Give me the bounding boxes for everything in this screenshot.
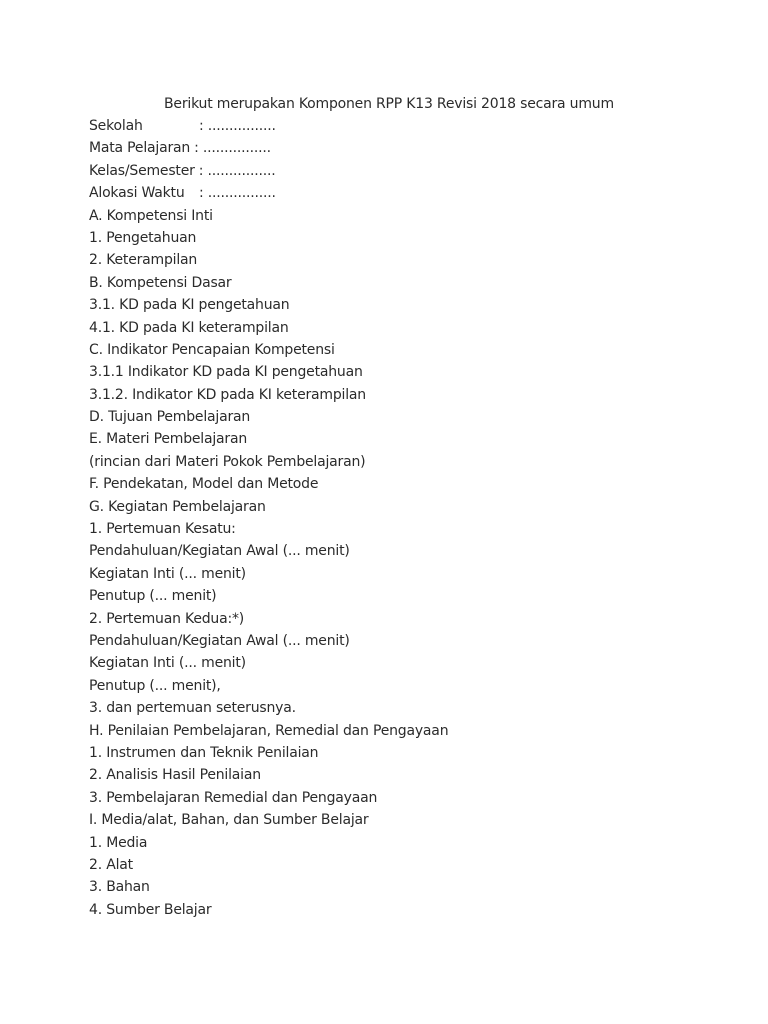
field-label: Kelas/Semester	[89, 162, 195, 179]
list-item: Penutup (... menit),	[89, 677, 221, 694]
field-alokasi-waktu	[89, 182, 729, 204]
section-heading-i: I. Media/alat, Bahan, dan Sumber Belajar	[89, 812, 369, 829]
list-item: 3.1.2. Indikator KD pada KI keterampilan	[89, 386, 366, 403]
section-heading-b: B. Kompetensi Dasar	[89, 274, 232, 291]
list-item: Kegiatan Inti (... menit)	[89, 655, 246, 672]
document-title: Berikut merupakan Komponen RPP K13 Revisi 2018 secara umum	[164, 96, 614, 112]
list-item: 3.1. KD pada KI pengetahuan	[89, 297, 290, 314]
section-heading-g: G. Kegiatan Pembelajaran	[89, 498, 266, 515]
list-item: 3. dan pertemuan seterusnya.	[89, 700, 296, 717]
section-heading-e: E. Materi Pembelajaran	[89, 431, 248, 448]
list-item: 1. Media	[89, 834, 148, 851]
field-kelas-semester	[89, 160, 729, 182]
list-item: 2. Keterampilan	[89, 252, 198, 269]
field-value: : ................	[194, 140, 271, 157]
list-item: 3. Bahan	[89, 879, 150, 896]
field-value: : ................	[198, 162, 276, 179]
field-label: Mata Pelajaran	[89, 140, 191, 157]
list-item: Pendahuluan/Kegiatan Awal (... menit)	[89, 632, 350, 649]
document-body	[89, 115, 729, 921]
list-item: (rincian dari Materi Pokok Pembelajaran)	[89, 453, 366, 470]
field-value: : ................	[199, 185, 276, 202]
list-item: Kegiatan Inti (... menit)	[89, 565, 246, 582]
list-item: 1. Pengetahuan	[89, 229, 197, 246]
section-heading-h: H. Penilaian Pembelajaran, Remedial dan Pengayaan	[89, 722, 449, 739]
list-item: 1. Instrumen dan Teknik Penilaian	[89, 744, 319, 761]
list-item: 2. Alat	[89, 856, 133, 873]
section-heading-d: D. Tujuan Pembelajaran	[89, 409, 251, 426]
field-mata-pelajaran	[89, 137, 729, 159]
list-item: 4.1. KD pada KI keterampilan	[89, 319, 289, 336]
field-sekolah	[89, 115, 729, 137]
list-item: Penutup (... menit)	[89, 588, 217, 605]
list-item: 3. Pembelajaran Remedial dan Pengayaan	[89, 789, 378, 806]
field-label: Alokasi Waktu	[89, 185, 185, 202]
list-item: 3.1.1 Indikator KD pada KI pengetahuan	[89, 364, 363, 381]
section-heading-c: C. Indikator Pencapaian Kompetensi	[89, 341, 335, 358]
section-heading-f: F. Pendekatan, Model dan Metode	[89, 476, 319, 493]
list-item: 4. Sumber Belajar	[89, 901, 212, 918]
list-item: 2. Pertemuan Kedua:*)	[89, 610, 245, 627]
field-value: : ................	[199, 118, 276, 134]
section-heading-a: A. Kompetensi Inti	[89, 207, 213, 224]
list-item: Pendahuluan/Kegiatan Awal (... menit)	[89, 543, 350, 560]
field-label: Sekolah	[89, 118, 143, 134]
list-item: 2. Analisis Hasil Penilaian	[89, 767, 261, 784]
list-item: 1. Pertemuan Kesatu:	[89, 521, 236, 538]
